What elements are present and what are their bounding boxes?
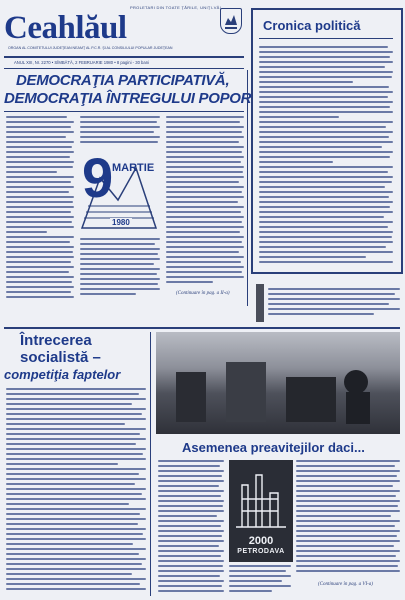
bottom-left-divider	[150, 332, 151, 596]
photo-caption-right	[268, 288, 400, 320]
lead-column-1	[6, 116, 74, 302]
lead-rule	[4, 111, 244, 112]
emblem-day: 9	[82, 146, 114, 209]
petrodava-ad	[229, 460, 293, 562]
masthead-rule	[4, 56, 244, 58]
competition-title-1: Întrecerea	[20, 332, 92, 349]
ad-name: PETRODAVA	[237, 548, 285, 555]
competition-title-3: competiţia faptelor	[4, 367, 121, 382]
workers-photo	[156, 332, 400, 434]
ad-year: 2000	[248, 535, 274, 547]
lead-headline-2: DEMOCRAŢIA ÎNTREGULUI POPOR	[4, 90, 252, 107]
emblem-year: 1980	[112, 218, 130, 227]
right-portrait-photo	[256, 284, 264, 322]
emblem-month: MARTIE	[112, 162, 155, 174]
sidebar-heading-rule	[259, 38, 393, 39]
sidebar-heading: Cronica politică	[263, 18, 361, 33]
competition-body	[6, 388, 146, 596]
lead-continuation: (Continuare în pag. a II-a)	[176, 291, 230, 296]
cronica-politica-box	[251, 8, 403, 274]
examples-title: Asemenea preavitejilor daci...	[182, 440, 365, 455]
mid-rule	[4, 327, 400, 329]
competition-title-2: socialistă –	[20, 349, 101, 366]
lead-column-2-bottom	[80, 238, 160, 302]
issue-info: ANUL XIII, Nr. 2270 • SÎMBĂTĂ, 2 FEBRUARIE 1980 • 8 pagini - 30 bani	[14, 60, 149, 65]
ad-caption	[229, 565, 291, 595]
lead-column-2-top	[80, 116, 160, 144]
masthead-motto: PROLETARI DIN TOATE ŢĂRILE, UNIŢI-VĂ!	[130, 5, 222, 10]
election-emblem	[80, 148, 158, 232]
refinery-icon	[230, 465, 292, 535]
examples-column-3	[296, 460, 400, 578]
bottom-continuation: (Continuare în pag. a VI-a)	[318, 582, 373, 587]
sidebar-body-text	[259, 46, 393, 268]
masthead-subtitle: ORGAN AL COMITETULUI JUDEŢEAN NEAMŢ AL P.C.R. ŞI AL CONSILIULUI POPULAR JUDEŢEAN	[8, 46, 173, 50]
lead-column-3	[166, 116, 244, 288]
masthead-title: Ceahlăul	[4, 10, 127, 46]
examples-column-1	[158, 460, 224, 596]
issue-rule	[4, 68, 244, 69]
lead-headline-1: DEMOCRAŢIA PARTICIPATIVĂ,	[16, 72, 230, 89]
column-divider	[247, 70, 248, 306]
county-crest-icon	[220, 8, 242, 34]
